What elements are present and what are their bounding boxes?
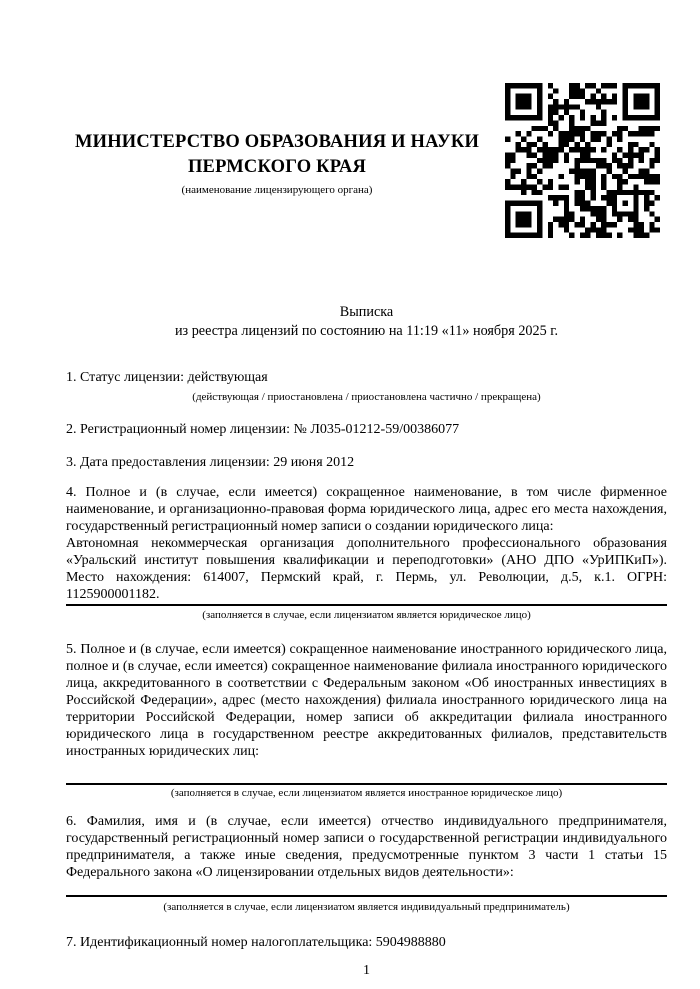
document-title-line2: из реестра лицензий по состоянию на 11:19 «11» ноября 2025 г. [174, 322, 559, 339]
foreign-entity-caption: (заполняется в случае, если лицензиатом является иностранное юридическое лицо) [170, 787, 563, 799]
item-taxpayer-number: 7. Идентификационный номер налогоплательщика: 5904988880 [66, 935, 446, 950]
authority-name [57, 130, 497, 180]
document-body [66, 369, 667, 979]
item-grant-date: 3. Дата предоставления лицензии: 29 июня 2012 [66, 455, 355, 470]
qr-code [505, 83, 660, 238]
legal-entity-label: 4. Полное и (в случае, если имеется) сокращенное наименование, в том числе фирменное наименование, и организационно-правовая форма юридического лица, адрес его места нахождения, государственный регистрационный номер записи о создании юридического лица: [66, 485, 667, 534]
authority-name-line1: МИНИСТЕРСТВО ОБРАЗОВАНИЯ И НАУКИ [74, 132, 480, 152]
foreign-entity-label: 5. Полное и (в случае, если имеется) сокращенное наименование иностранного юридического лица, полное и (в случае, если имеется) сокращенное наименование филиала иностранного юридического лица, аккредитованного в соответствии с Федеральным законом «Об иностранных инвестициях в Российской Федерации», адрес (место нахождения) филиала иностранного юридического лица на территории Российской Федерации, номер записи об аккредитации филиала иностранного юридического лица в государственном реестре аккредитованных филиалов, представительств иностранных юридических лиц: [66, 642, 667, 759]
item-foreign-entity [66, 641, 667, 800]
page-number: 1 [363, 963, 370, 978]
item-license-status [66, 369, 667, 404]
document-title-line1: Выписка [339, 304, 394, 320]
authority-name-line2: ПЕРМСКОГО КРАЯ [187, 157, 367, 177]
item-registration-number: 2. Регистрационный номер лицензии: № Л035-01212-59/00386077 [66, 422, 460, 437]
entrepreneur-label: 6. Фамилия, имя и (в случае, если имеется) отчество индивидуального предпринимателя, государственный регистрационный номер записи о государственной регистрации индивидуального предпринимателя, а также иные сведения, предусмотренные пунктом 3 части 1 статьи 15 Федерального закона «О лицензировании отдельных видов деятельности»: [66, 814, 667, 880]
entrepreneur-caption: (заполняется в случае, если лицензиатом является индивидуальный предприниматель) [163, 901, 570, 913]
legal-entity-caption: (заполняется в случае, если лицензиатом является юридическое лицо) [202, 609, 531, 621]
license-status-text: 1. Статус лицензии: действующая [66, 370, 268, 385]
fill-in-line [66, 604, 667, 606]
fill-in-line [66, 895, 667, 897]
item-legal-entity [66, 484, 667, 622]
authority-caption: (наименование лицензирующего органа) [181, 184, 373, 196]
item-individual-entrepreneur [66, 813, 667, 914]
licensing-authority [57, 130, 497, 197]
document-title [66, 303, 667, 340]
license-status-caption: (действующая / приостановлена / приостановлена частично / прекращена) [192, 391, 541, 403]
legal-entity-value: Автономная некоммерческая организация дополнительного профессионального образования «Уральский институт повышения квалификации и переподготовки» (АНО ДПО «УрИПКиП»). Место нахождения: 614007, Пермский край, г. Пермь, ул. Революции, д.5, к.1. ОГРН: 1125900001182. [66, 536, 667, 602]
fill-in-line [66, 783, 667, 785]
